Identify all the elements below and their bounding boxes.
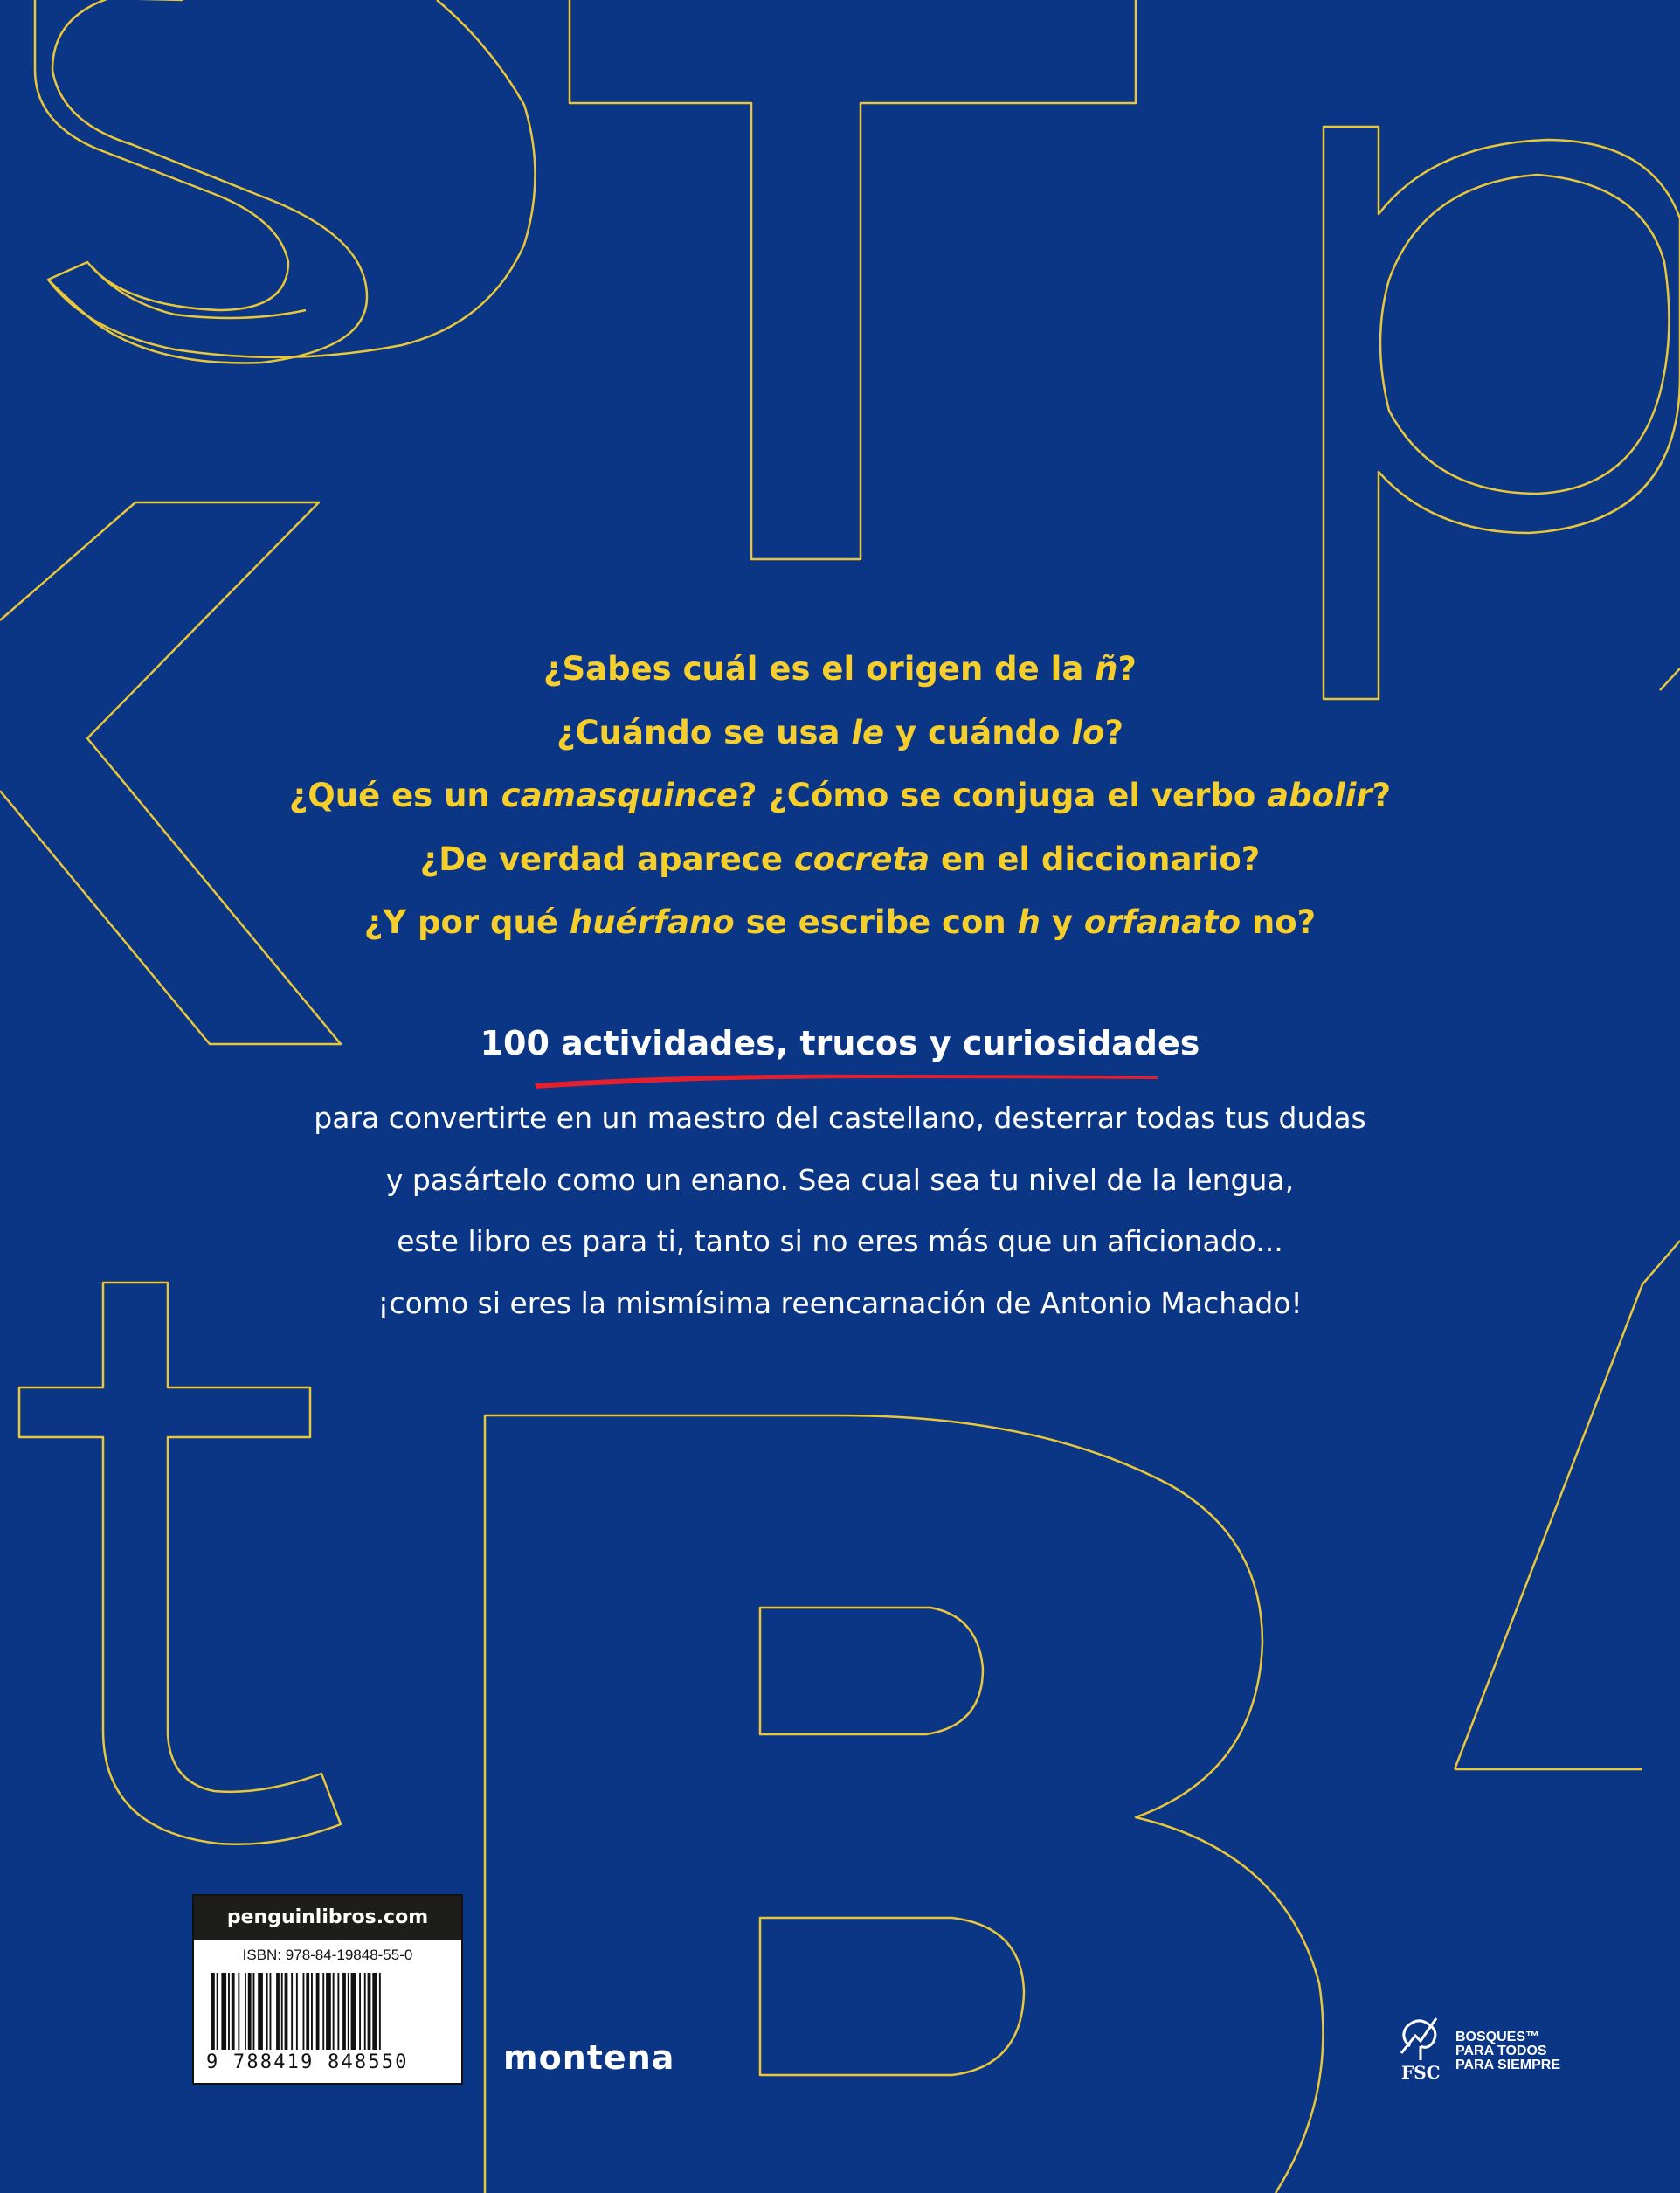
- letter-p-outline: [1324, 127, 1680, 699]
- question-text: ¿Cuándo se usa: [557, 713, 852, 751]
- question-text: y cuándo: [884, 713, 1072, 751]
- question-text: ¿De verdad aparece: [419, 840, 794, 878]
- question-text: ? ¿Cómo se conjuga el verbo: [737, 777, 1268, 814]
- questions-block: [0, 638, 1680, 955]
- question-line: [0, 702, 1680, 765]
- question-line: [0, 891, 1680, 955]
- question-italic-term: lo: [1071, 713, 1105, 751]
- question-text: no?: [1241, 903, 1317, 941]
- description-block: [0, 1088, 1680, 1334]
- description-line: para convertirte en un maestro del castellano, desterrar todas tus dudas: [314, 1101, 1366, 1135]
- description-line: ¡como si eres la mismísima reencarnación de Antonio Machado!: [377, 1285, 1303, 1320]
- question-italic-term: camasquince: [501, 777, 738, 814]
- description-line: este libro es para ti, tanto si no eres más que un aficionado...: [397, 1224, 1283, 1258]
- tree-check-icon: [1391, 2011, 1452, 2064]
- question-text: ¿Sabes cuál es el origen de la: [543, 650, 1096, 688]
- website-label: penguinlibros.com: [194, 1896, 461, 1940]
- question-italic-term: ñ: [1095, 650, 1118, 688]
- fsc-slogan-line: PARA SIEMPRE: [1455, 2058, 1561, 2072]
- fsc-slogan-line: PARA TODOS: [1455, 2044, 1547, 2058]
- isbn-label: ISBN: 978-84-19848-55-0: [242, 1947, 413, 1963]
- fsc-logo: [1391, 2011, 1561, 2083]
- barcode-icon: [210, 1973, 446, 2053]
- question-italic-term: le: [851, 713, 885, 751]
- question-text: ?: [1104, 713, 1123, 751]
- letter-s-curve: [48, 0, 536, 357]
- barcode-box: [192, 1894, 463, 2085]
- question-italic-term: h: [1017, 903, 1040, 941]
- description-line: y pasártelo como un enano. Sea cual sea tu nivel de la lengua,: [385, 1162, 1295, 1197]
- barcode-digits: 9 788419 848550: [206, 2051, 409, 2073]
- question-line: [0, 764, 1680, 828]
- fsc-slogan: [1455, 2030, 1578, 2072]
- question-text: ¿Qué es un: [288, 777, 501, 814]
- question-italic-term: abolir: [1267, 777, 1372, 814]
- fsc-slogan-line: BOSQUES™: [1455, 2030, 1540, 2044]
- question-text: en el diccionario?: [930, 840, 1261, 878]
- question-line: [0, 828, 1680, 892]
- question-italic-term: cocreta: [793, 840, 930, 878]
- publisher-logo: montena: [503, 2038, 675, 2077]
- fsc-label: FSC: [1401, 2062, 1441, 2083]
- question-text: ?: [1372, 777, 1392, 814]
- question-line: [0, 638, 1680, 702]
- question-italic-term: orfanato: [1083, 903, 1241, 941]
- question-text: se escribe con: [734, 903, 1018, 941]
- question-text: ¿Y por qué: [363, 903, 570, 941]
- letter-s-outline: [35, 0, 367, 363]
- headline: 100 actividades, trucos y curiosidades: [480, 1024, 1200, 1062]
- letter-t-lower-outline: [19, 1283, 341, 1844]
- question-text: ?: [1117, 650, 1137, 688]
- letter-t-outline: [570, 0, 1136, 559]
- question-italic-term: huérfano: [569, 903, 735, 941]
- question-text: y: [1040, 903, 1084, 941]
